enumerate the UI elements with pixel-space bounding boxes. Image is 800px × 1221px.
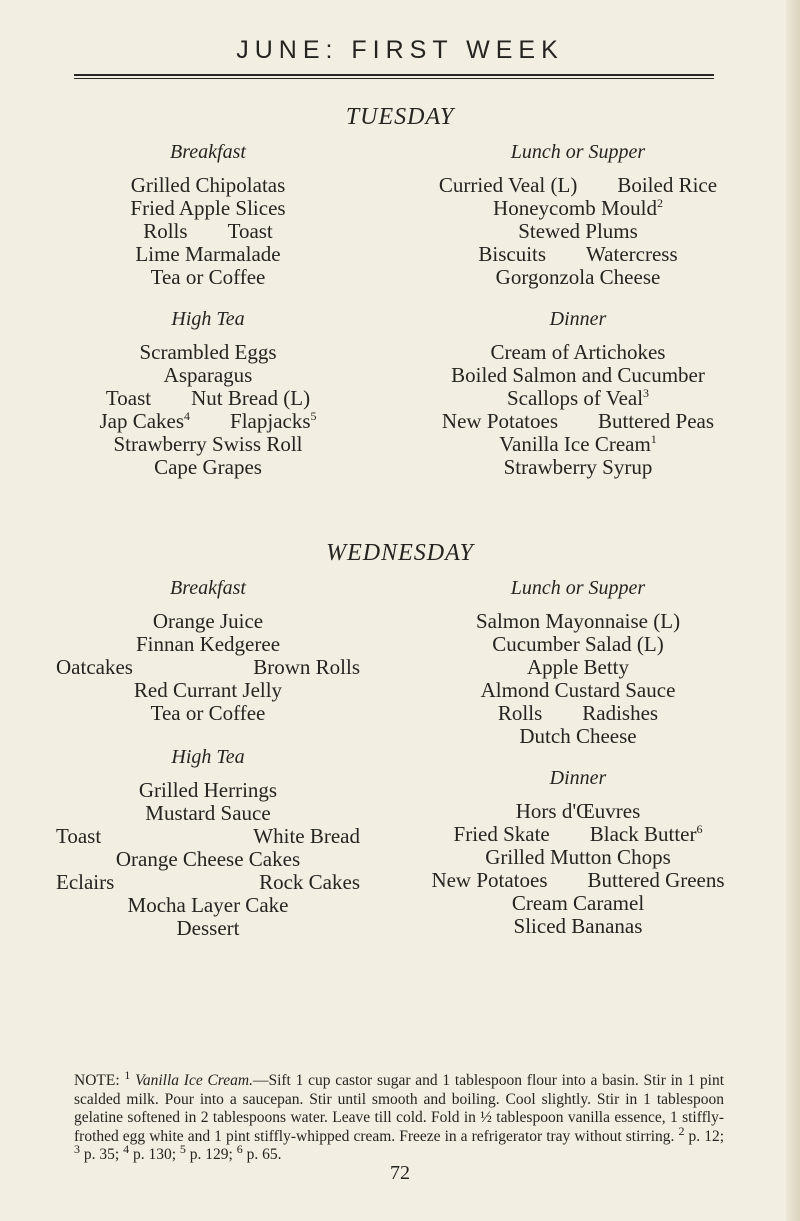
- menu-item-pair: [388, 410, 768, 433]
- menu-item: Cucumber Salad (L): [492, 632, 664, 656]
- footnote-ref: 2: [656, 196, 663, 210]
- menu-item: Rock Cakes: [259, 870, 360, 894]
- menu-item-pair: [48, 656, 368, 679]
- menu-item: Brown Rolls: [253, 655, 360, 679]
- menu-item: Cape Grapes: [154, 455, 262, 479]
- page-header: JUNE: FIRST WEEK: [236, 36, 564, 64]
- menu-item: Jap Cakes$^4$: [99, 409, 191, 433]
- menu-item: Scrambled Eggs: [139, 340, 277, 364]
- wednesday-left-column: [48, 576, 368, 940]
- menu-item: Grilled Mutton Chops: [485, 845, 671, 869]
- recipe-title: Vanilla Ice Cream.: [135, 1072, 253, 1089]
- menu-item-pair: [48, 220, 368, 243]
- lunch-heading: Lunch or Supper: [510, 141, 646, 163]
- menu-item: Boiled Rice: [617, 173, 718, 197]
- menu-item-pair: [48, 825, 368, 848]
- menu-item: Rolls: [497, 701, 543, 725]
- menu-item: Vanilla Ice Cream$^1$: [499, 432, 657, 456]
- page-ref: p. 35;: [83, 1146, 120, 1163]
- footnote-ref: 1: [124, 1067, 131, 1082]
- day-heading-tuesday: TUESDAY: [345, 104, 455, 130]
- menu-item: Fried Skate: [453, 822, 550, 846]
- dinner-heading: Dinner: [549, 308, 607, 330]
- menu-item: Almond Custard Sauce: [480, 678, 676, 702]
- menu-item: Apple Betty: [526, 655, 630, 679]
- menu-item: Tea or Coffee: [150, 265, 266, 289]
- high-tea-heading: High Tea: [171, 746, 245, 768]
- menu-item: White Bread: [253, 824, 360, 848]
- menu-item: Biscuits: [478, 242, 547, 266]
- header-rule: [74, 74, 714, 76]
- menu-item-pair: [388, 823, 768, 846]
- menu-item: Stewed Plums: [518, 219, 638, 243]
- page-edge: [786, 0, 800, 1221]
- menu-item-pair: [48, 410, 368, 433]
- menu-item: New Potatoes: [441, 409, 558, 433]
- menu-item: Radishes: [582, 701, 659, 725]
- menu-item: Buttered Peas: [598, 409, 715, 433]
- page-ref: p. 130;: [132, 1146, 176, 1163]
- footnote-ref: 4: [123, 1141, 130, 1156]
- menu-item-pair: [388, 243, 768, 266]
- menu-item-pair: [388, 869, 768, 892]
- menu-item: Toast: [227, 219, 273, 243]
- menu-item: Buttered Greens: [587, 868, 725, 892]
- footnote-ref: 5: [179, 1141, 186, 1156]
- menu-item: Oatcakes: [56, 655, 133, 679]
- menu-item: Orange Cheese Cakes: [115, 847, 301, 871]
- footnote-ref: 4: [184, 409, 191, 423]
- menu-item: Flapjacks$^5$: [230, 409, 317, 433]
- menu-item: Tea or Coffee: [150, 701, 266, 725]
- footnote-ref: 1: [650, 432, 657, 446]
- footnote-ref: 6: [236, 1141, 243, 1156]
- menu-item: Fried Apple Slices: [130, 196, 286, 220]
- menu-item: Lime Marmalade: [135, 242, 281, 266]
- menu-item: Strawberry Swiss Roll: [113, 432, 303, 456]
- menu-item-pair: [388, 702, 768, 725]
- high-tea-heading: High Tea: [171, 308, 245, 330]
- day-heading-wednesday: WEDNESDAY: [326, 540, 474, 566]
- menu-item: Hors d'Œuvres: [515, 799, 641, 823]
- menu-item: Orange Juice: [152, 609, 264, 633]
- menu-item: Toast: [105, 386, 152, 410]
- footnote-ref: 3: [643, 386, 650, 400]
- menu-item: Black Butter$^6$: [589, 822, 703, 846]
- menu-item: New Potatoes: [431, 868, 548, 892]
- menu-item: Rolls: [143, 219, 188, 243]
- menu-item: Asparagus: [163, 363, 253, 387]
- menu-item: Dutch Cheese: [519, 724, 637, 748]
- menu-item-pair: [48, 871, 368, 894]
- menu-item: Eclairs: [56, 870, 115, 894]
- menu-item: Toast: [56, 824, 102, 848]
- menu-item: Grilled Chipolatas: [130, 173, 286, 197]
- tuesday-left-column: [48, 140, 368, 479]
- breakfast-heading: Breakfast: [170, 141, 246, 163]
- footnote-ref: 5: [310, 409, 317, 423]
- menu-item: Cream of Artichokes: [490, 340, 666, 364]
- menu-item: Dessert: [176, 916, 240, 940]
- breakfast-heading: Breakfast: [170, 577, 246, 599]
- page-ref: p. 12;: [688, 1127, 725, 1145]
- menu-item: Cream Caramel: [511, 891, 645, 915]
- menu-item-pair: [48, 387, 368, 410]
- page-number: 72: [390, 1162, 410, 1184]
- menu-item: Nut Bread (L): [191, 386, 311, 410]
- menu-item: Grilled Herrings: [138, 778, 278, 802]
- menu-item: Honeycomb Mould$^2$: [493, 196, 663, 220]
- menu-item: Salmon Mayonnaise (L): [475, 609, 681, 633]
- recipe-text: —Sift 1 cup castor sugar and 1 tablespoon flour into a basin. Stir in 1 pint scalded milk. Pour into a saucepan. Stir until smooth and boiling. Cool slightly. Stir in 1 tablespoon gelatine softened in 2 tablespoons water. Leave till cold. Fold in ½ tablespoon vanilla essence, 1 stiffly-frothed egg white and 1 pint stiffly-whipped cream. Freeze in a refrigerator tray without stirring.: [74, 1072, 724, 1145]
- dinner-heading: Dinner: [549, 767, 607, 789]
- page-ref: p. 129;: [189, 1146, 233, 1163]
- menu-item: Curried Veal (L): [438, 173, 578, 197]
- footnote-ref: 2: [678, 1123, 685, 1138]
- menu-item: Strawberry Syrup: [503, 455, 653, 479]
- menu-item: Gorgonzola Cheese: [495, 265, 661, 289]
- footnote-ref: 3: [74, 1141, 80, 1156]
- menu-item: Sliced Bananas: [513, 914, 643, 938]
- menu-item: Boiled Salmon and Cucumber: [451, 363, 705, 387]
- footnote-ref: 6: [696, 822, 703, 836]
- menu-item: Watercress: [586, 242, 678, 266]
- page-ref: p. 65.: [246, 1146, 282, 1163]
- menu-item: Finnan Kedgeree: [135, 632, 281, 656]
- wednesday-right-column: [388, 576, 768, 938]
- header-rule-thin: [74, 78, 714, 79]
- menu-item: Mocha Layer Cake: [127, 893, 289, 917]
- recipe-note: [74, 1067, 725, 1165]
- menu-item: Scallops of Veal$^3$: [506, 386, 650, 410]
- menu-item-pair: [388, 174, 768, 197]
- note-label: NOTE:: [74, 1072, 125, 1089]
- tuesday-right-column: [388, 140, 768, 479]
- menu-item: Mustard Sauce: [145, 801, 271, 825]
- lunch-heading: Lunch or Supper: [510, 577, 646, 599]
- menu-item: Red Currant Jelly: [133, 678, 283, 702]
